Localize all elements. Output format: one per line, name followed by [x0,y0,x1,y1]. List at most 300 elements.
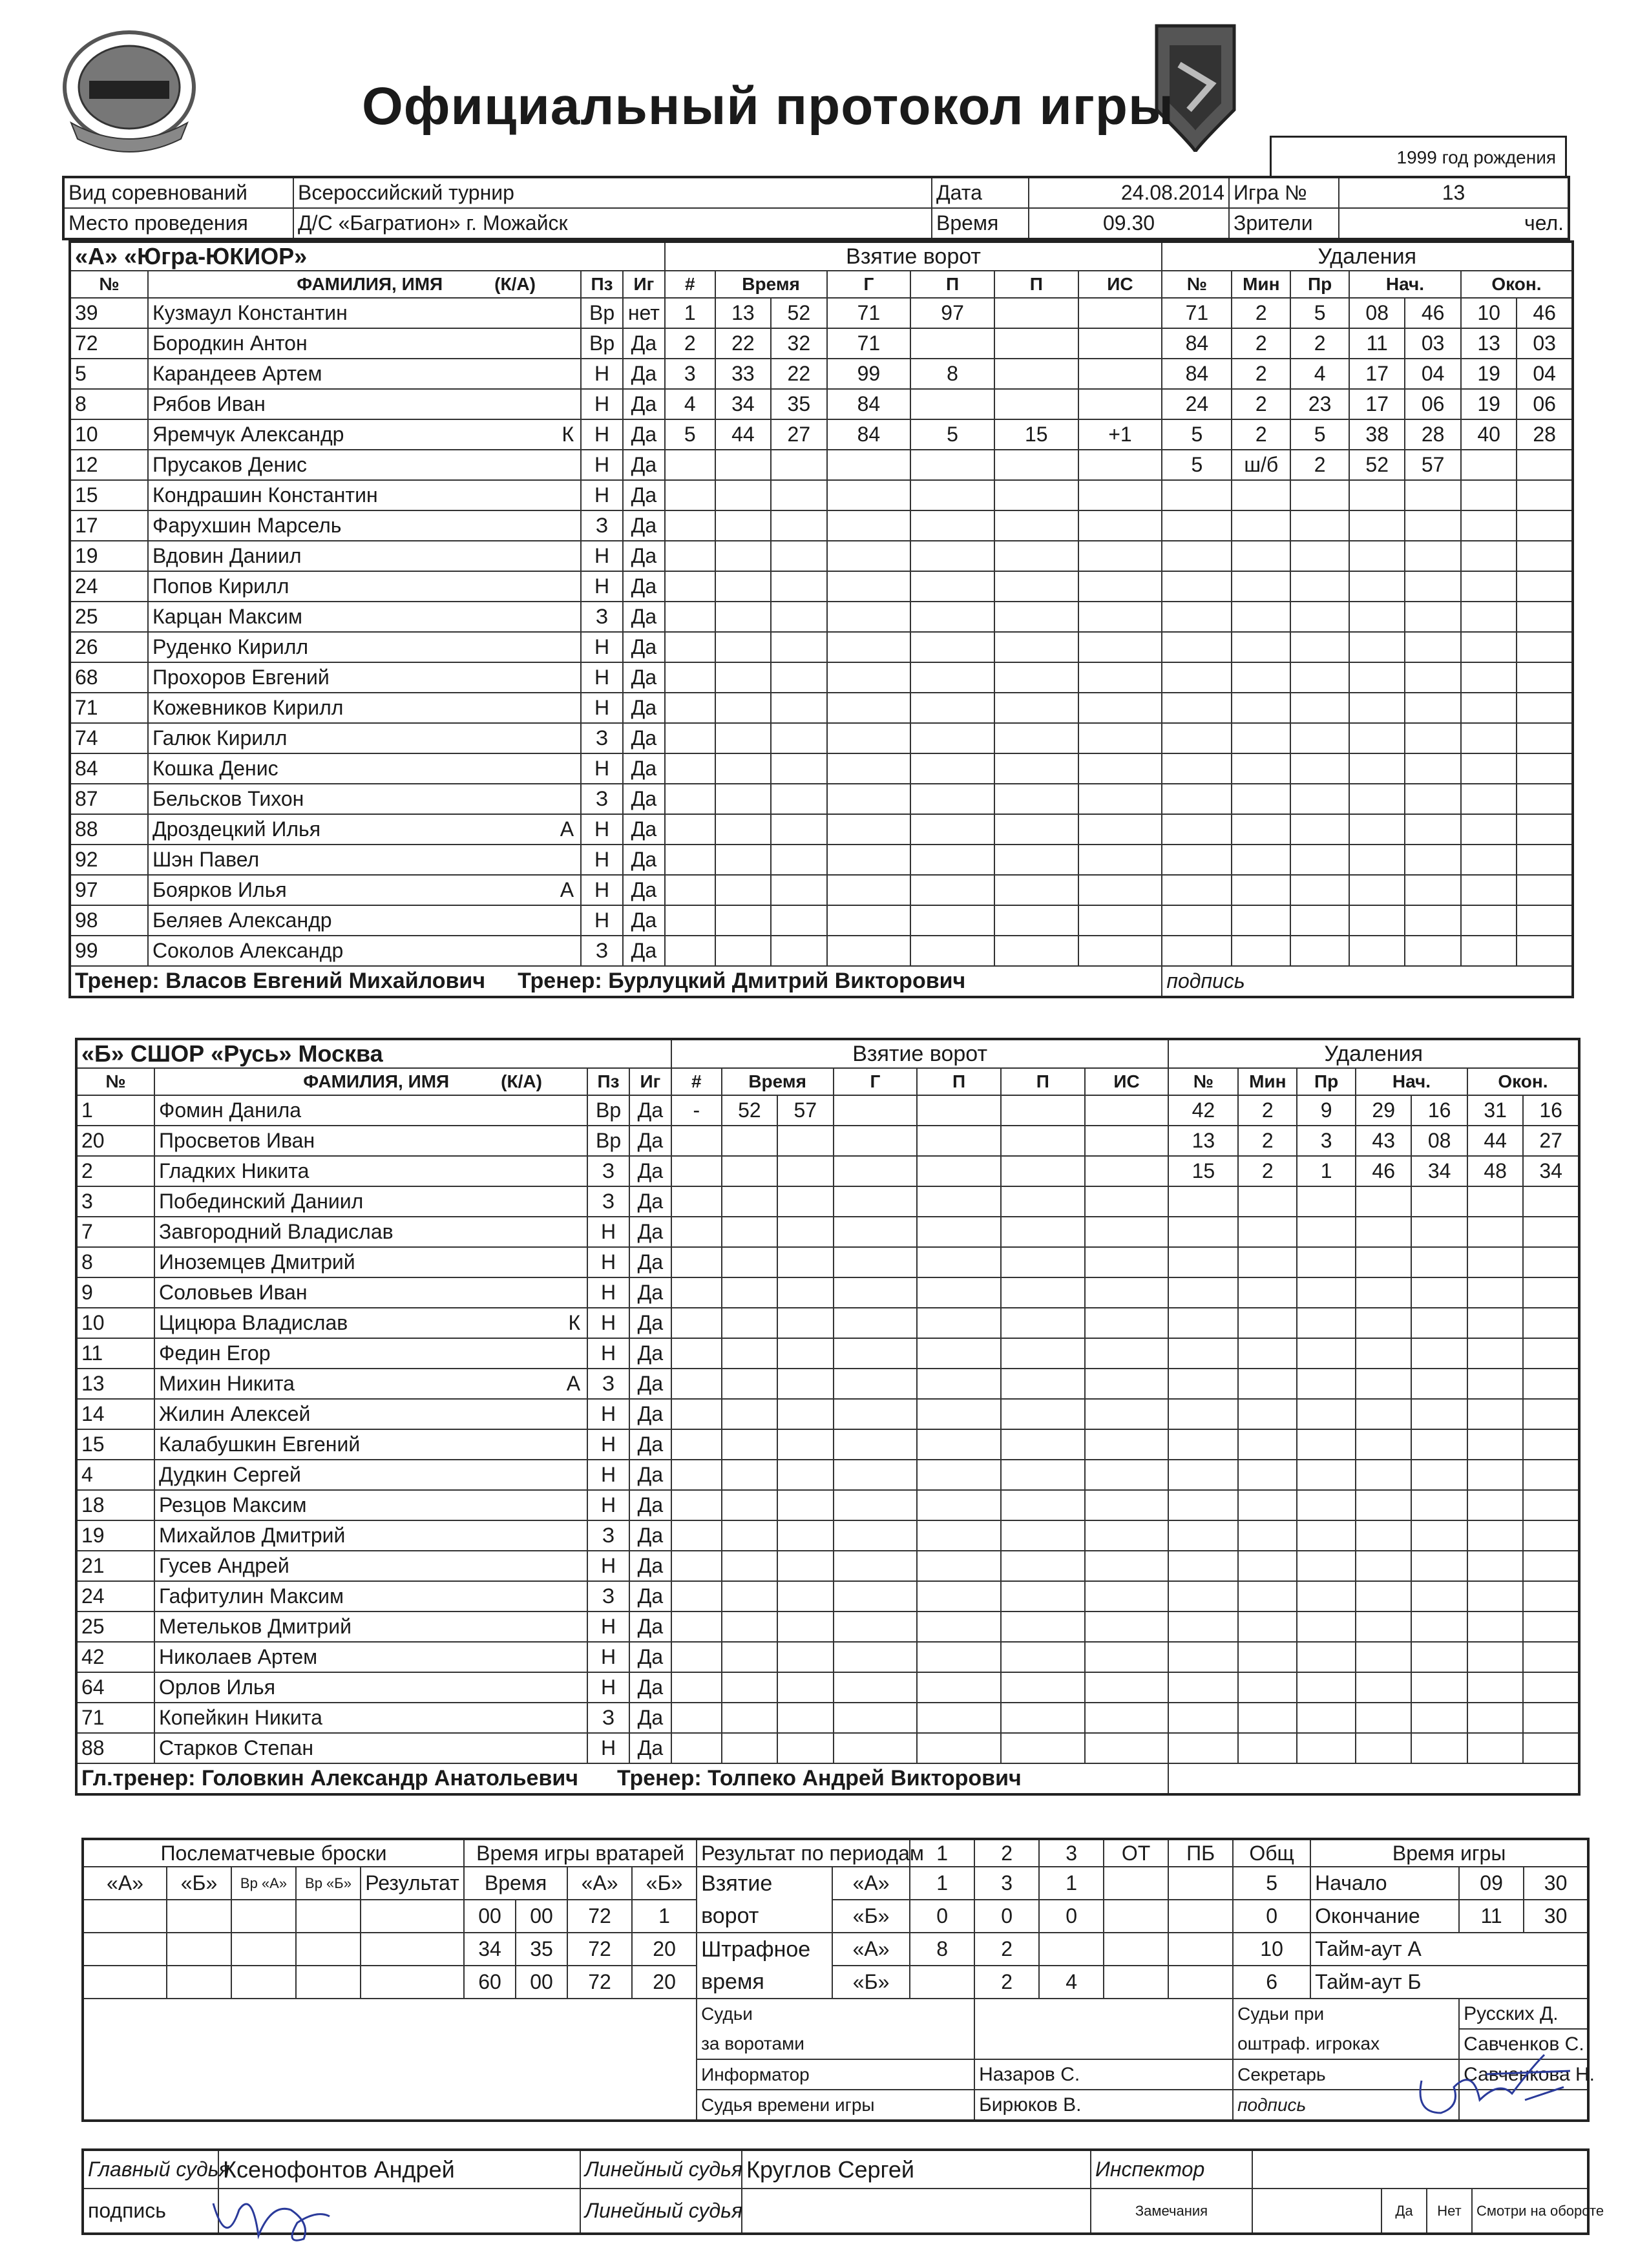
goal-number: 5 [665,419,715,450]
penalty-minutes: 2 [1238,1095,1297,1126]
player-played: Да [623,541,665,571]
gk-row-3-a: 72 [567,1966,632,1999]
goal-number [665,450,715,480]
player-name: Прохоров Евгений [152,666,330,689]
player-number: 18 [76,1490,154,1520]
penalty-start-min: 29 [1356,1095,1411,1126]
player-name: Николаев Артем [159,1645,318,1668]
col-played-b: Иг [629,1068,671,1095]
player-name: Жилин Алексей [159,1402,311,1425]
player-name: Михайлов Дмитрий [159,1524,346,1547]
penalty-end-sec: 34 [1523,1156,1579,1186]
penbox-judges-label: Судьи при оштраф. игроках [1233,1999,1459,2059]
player-played: Да [623,662,665,693]
col-g-b: Г [834,1068,918,1095]
player-number: 97 [70,875,148,905]
penalty-end-sec [1523,1703,1579,1733]
goal-minute [722,1520,777,1551]
goal-number [665,571,715,602]
goal-scorer [834,1642,918,1672]
penalty-end-min: 40 [1461,419,1517,450]
penalty-player [1162,905,1232,936]
player-name-cell [154,1429,587,1460]
player-row [76,1460,1579,1490]
goal-minute [722,1399,777,1429]
penalty-player [1162,632,1232,662]
player-position: Н [581,571,623,602]
player-position: Н [587,1490,629,1520]
goal-minute [722,1460,777,1490]
penalty-start-min [1349,814,1405,845]
player-role: К [568,1311,581,1334]
gk-row-2-ss: 35 [516,1933,567,1966]
penalty-minutes [1232,753,1290,784]
player-number: 2 [76,1156,154,1186]
goal-situation [1085,1095,1169,1126]
linesman-1-label: Линейный судья [580,2150,742,2189]
goal-number [671,1460,722,1490]
pim-a-total: 10 [1233,1933,1310,1966]
goal-situation [1078,359,1162,389]
penalty-end-min [1461,571,1517,602]
penalty-end-sec [1517,814,1573,845]
penalty-start-min [1356,1551,1411,1581]
player-number: 64 [76,1672,154,1703]
penalty-start-sec: 28 [1405,419,1460,450]
goal-minute [715,845,771,875]
penalty-end-min [1467,1642,1523,1672]
goal-second [777,1733,833,1763]
penalty-end-min: 19 [1461,389,1517,419]
penalty-end-sec [1523,1247,1579,1277]
player-name-cell [148,784,581,814]
penalty-start-min [1356,1369,1411,1399]
goal-scorer [834,1156,918,1186]
goal-assist-2 [994,480,1078,510]
player-name-cell [148,662,581,693]
goal-scorer [827,875,911,905]
player-played: Да [629,1277,671,1308]
col-pos-b: Пз [587,1068,629,1095]
penalty-end-sec [1523,1642,1579,1672]
goal-number: 1 [665,298,715,328]
player-played: Да [629,1460,671,1490]
player-name: Кошка Денис [152,757,278,780]
periods-title: Результат по периодам [697,1839,910,1867]
player-played: Да [623,632,665,662]
penalty-minutes [1232,814,1290,845]
penalty-player [1168,1642,1238,1672]
player-number: 3 [76,1186,154,1217]
player-number: 15 [76,1429,154,1460]
gk-row-2-b: 20 [632,1933,697,1966]
player-position: Н [587,1642,629,1672]
penalty-start-sec [1411,1369,1467,1399]
player-position: Н [581,450,623,480]
player-played: Да [629,1095,671,1126]
penalty-end-min [1461,753,1517,784]
penalty-reason [1290,753,1349,784]
goal-assist-2 [994,875,1078,905]
player-role: К [562,423,574,446]
penalty-end-min: 19 [1461,359,1517,389]
penalty-minutes [1238,1460,1297,1490]
goal-minute [715,602,771,632]
penalty-player [1168,1399,1238,1429]
goal-situation [1085,1247,1169,1277]
col-pen-start: Нач. [1349,271,1461,298]
penalty-start-min [1349,723,1405,753]
penalty-reason: 2 [1290,450,1349,480]
player-name-cell [154,1308,587,1338]
player-number: 19 [70,541,148,571]
player-name-cell [148,875,581,905]
penalty-end-min: 48 [1467,1156,1523,1186]
goal-minute [715,510,771,541]
player-played: Да [623,328,665,359]
col-no-b: № [76,1068,154,1095]
penalty-start-sec: 57 [1405,450,1460,480]
player-row [70,936,1573,966]
player-name-cell [148,723,581,753]
goal-scorer: 99 [827,359,911,389]
player-played: Да [629,1733,671,1763]
player-name: Галюк Кирилл [152,726,288,750]
penalty-end-min [1461,632,1517,662]
col-time-b: Время [722,1068,834,1095]
penalty-end-sec [1517,450,1573,480]
goal-situation [1078,389,1162,419]
goal-situation [1078,328,1162,359]
shootout-title: Послематчевые броски [83,1839,464,1867]
goal-scorer [834,1338,918,1369]
goal-situation [1078,541,1162,571]
col-is: ИС [1078,271,1162,298]
player-row [70,602,1573,632]
player-name-cell [154,1733,587,1763]
goal-second [777,1247,833,1277]
goal-situation [1085,1126,1169,1156]
goal-second [771,571,826,602]
goal-number [671,1703,722,1733]
goal-second [771,905,826,936]
player-played: Да [629,1247,671,1277]
player-played: Да [623,450,665,480]
goals-title-b: Взятие ворот [671,1039,1169,1068]
col-pen-no: № [1162,271,1232,298]
period-col-1: 1 [910,1839,974,1867]
pim-team-b-label: «Б» [832,1966,910,1999]
penalty-start-sec [1411,1429,1467,1460]
goals-team-b-label: «Б» [832,1900,910,1933]
player-position: Н [587,1429,629,1460]
penalty-start-min: 52 [1349,450,1405,480]
goals-team-a-label: «А» [832,1867,910,1900]
player-name-cell [154,1612,587,1642]
penalty-start-min: 38 [1349,419,1405,450]
penalty-start-sec: 46 [1405,298,1460,328]
penalty-minutes [1232,541,1290,571]
penalty-end-min [1467,1520,1523,1551]
goal-second [771,662,826,693]
player-position: Н [581,389,623,419]
col-time: Время [715,271,827,298]
penalty-minutes: 2 [1238,1156,1297,1186]
penalty-end-sec [1523,1217,1579,1247]
goal-minute [722,1308,777,1338]
player-position: З [587,1156,629,1186]
player-position: З [587,1369,629,1399]
goal-minute [715,875,771,905]
penalty-end-min: 31 [1467,1095,1523,1126]
penalty-start-min [1349,693,1405,723]
goal-minute [722,1429,777,1460]
player-position: Н [581,753,623,784]
penalty-start-sec [1411,1338,1467,1369]
goal-second [771,602,826,632]
goal-minute [715,632,771,662]
goal-situation [1078,298,1162,328]
player-played: Да [623,389,665,419]
goal-number [671,1520,722,1551]
goal-scorer [827,571,911,602]
penalty-start-min [1356,1338,1411,1369]
penalty-start-sec [1405,662,1460,693]
pim-b-p2: 2 [974,1966,1039,1999]
player-played: Да [623,602,665,632]
player-position: Н [581,662,623,693]
penalty-start-min: 08 [1349,298,1405,328]
player-name: Карцан Максим [152,605,303,628]
penalty-start-min [1356,1703,1411,1733]
page-title: Официальный протокол игры [362,77,1175,136]
penalty-start-sec [1405,510,1460,541]
penalty-reason [1290,784,1349,814]
goal-assist-1 [917,1490,1001,1520]
shootout-col-b: «Б» [167,1867,231,1900]
secretary-signature [1409,2042,1577,2126]
player-row [70,359,1573,389]
goals-label: Взятие ворот [697,1867,832,1933]
goals-b-p3: 0 [1039,1900,1104,1933]
penalty-reason [1297,1460,1356,1490]
chief-referee-label: Главный судья [83,2150,218,2189]
goal-second [777,1308,833,1338]
penalty-reason [1297,1369,1356,1399]
penalty-end-min [1461,875,1517,905]
penbox-judge-2: Савченков С. [1459,2029,1588,2059]
player-number: 84 [70,753,148,784]
goal-number [665,480,715,510]
team-b-title: «Б» СШОР «Русь» Москва [76,1039,671,1068]
timekeeper-label: Судья времени игры [697,2090,974,2121]
goal-assist-1 [910,693,994,723]
penalty-minutes: ш/б [1232,450,1290,480]
penalty-start-sec: 04 [1405,359,1460,389]
player-row [76,1369,1579,1399]
goal-scorer [834,1308,918,1338]
venue-label: Место проведения [63,208,293,239]
player-row [70,298,1573,328]
penalty-start-sec: 16 [1411,1095,1467,1126]
col-g: Г [827,271,911,298]
player-position: Н [581,845,623,875]
goal-assist-1 [917,1217,1001,1247]
penalty-reason [1297,1247,1356,1277]
penalty-end-min [1467,1399,1523,1429]
goal-assist-1 [917,1703,1001,1733]
col-p2: П [994,271,1078,298]
player-position: Н [587,1612,629,1642]
player-row [70,814,1573,845]
goals-b-pb [1168,1900,1233,1933]
penalty-start-sec [1405,602,1460,632]
player-number: 39 [70,298,148,328]
goal-situation [1085,1429,1169,1460]
penalty-end-sec [1523,1369,1579,1399]
penalty-minutes [1232,510,1290,541]
goal-number [665,753,715,784]
inspector-label: Инспектор [1091,2150,1252,2189]
secretary-label: Секретарь [1233,2059,1459,2090]
penalty-reason [1297,1490,1356,1520]
player-name: Рябов Иван [152,392,266,415]
goal-assist-1 [910,905,994,936]
col-played: Иг [623,271,665,298]
competition-value: Всероссийский турнир [293,177,932,208]
goal-second [777,1399,833,1429]
goal-scorer [827,936,911,966]
penalty-player [1162,541,1232,571]
penalty-end-sec [1517,662,1573,693]
player-name: Гафитулин Максим [159,1584,344,1608]
player-position: З [581,784,623,814]
penalty-player [1162,723,1232,753]
goal-second [771,450,826,480]
player-number: 8 [76,1247,154,1277]
penalty-start-sec [1411,1490,1467,1520]
goal-assist-2 [994,602,1078,632]
penalty-minutes: 2 [1232,389,1290,419]
penalty-reason: 1 [1297,1156,1356,1186]
goal-number [665,875,715,905]
player-position: Н [581,875,623,905]
player-row [76,1308,1579,1338]
goal-situation [1078,571,1162,602]
penalty-end-sec: 27 [1523,1126,1579,1156]
goal-scorer [834,1399,918,1429]
player-name-cell [154,1126,587,1156]
penalty-reason [1297,1733,1356,1763]
penalty-player [1162,784,1232,814]
goal-situation [1078,753,1162,784]
goal-assist-2 [994,784,1078,814]
goal-situation [1078,814,1162,845]
penalty-player [1168,1247,1238,1277]
player-played: Да [623,723,665,753]
col-hash: # [665,271,715,298]
penalty-start-min [1356,1460,1411,1490]
goal-assist-1 [917,1095,1001,1126]
penalty-start-sec [1411,1612,1467,1642]
goal-minute: 34 [715,389,771,419]
player-position: З [581,936,623,966]
penalty-start-sec [1405,632,1460,662]
goal-situation [1078,784,1162,814]
goal-assist-1 [917,1399,1001,1429]
goal-number: 3 [665,359,715,389]
player-name: Прусаков Денис [152,453,307,476]
penalty-end-min [1461,541,1517,571]
goal-assist-2 [994,662,1078,693]
goal-situation [1078,450,1162,480]
penalty-player: 71 [1162,298,1232,328]
penalty-minutes [1232,662,1290,693]
linesman-1-name: Круглов Сергей [742,2150,1091,2189]
penalty-end-min [1461,905,1517,936]
penalty-start-sec [1405,814,1460,845]
penalty-player [1162,662,1232,693]
penalty-player: 24 [1162,389,1232,419]
penalty-end-min [1467,1703,1523,1733]
player-position: Н [581,632,623,662]
player-name-cell [154,1490,587,1520]
penalty-end-min [1467,1369,1523,1399]
penalty-end-sec [1523,1520,1579,1551]
penalty-start-sec [1405,875,1460,905]
goal-scorer [834,1369,918,1399]
goal-second [771,693,826,723]
penalty-end-min [1467,1733,1523,1763]
birth-year: 1999 год рождения [1270,136,1567,176]
goal-situation [1078,662,1162,693]
team-b-rows [76,1095,1579,1763]
penalty-minutes [1238,1217,1297,1247]
goal-second [771,510,826,541]
player-row [70,419,1573,450]
player-name: Кожевников Кирилл [152,696,344,719]
team-a-signature-label: подпись [1162,966,1573,997]
penalty-minutes [1238,1369,1297,1399]
gk-row-3-ss: 00 [516,1966,567,1999]
goal-minute [722,1247,777,1277]
goal-assist-1 [917,1156,1001,1186]
penalty-end-sec [1523,1490,1579,1520]
player-position: Вр [581,298,623,328]
goal-second [771,814,826,845]
penalty-minutes [1238,1520,1297,1551]
penalty-player [1168,1581,1238,1612]
penalty-end-min [1467,1429,1523,1460]
player-name: Калабушкин Евгений [159,1433,361,1456]
goal-number [665,632,715,662]
penalty-start-sec [1405,845,1460,875]
penalty-reason [1297,1520,1356,1551]
penalty-reason: 9 [1297,1095,1356,1126]
player-name-cell [148,693,581,723]
player-name: Старков Степан [159,1736,314,1759]
player-position: З [587,1703,629,1733]
goal-second [777,1429,833,1460]
goal-assist-1 [917,1642,1001,1672]
goal-second [771,875,826,905]
goal-assist-1 [910,784,994,814]
penalty-end-min [1467,1490,1523,1520]
goal-number [665,693,715,723]
player-row [76,1156,1579,1186]
player-position: Н [581,359,623,389]
goal-situation [1085,1460,1169,1490]
